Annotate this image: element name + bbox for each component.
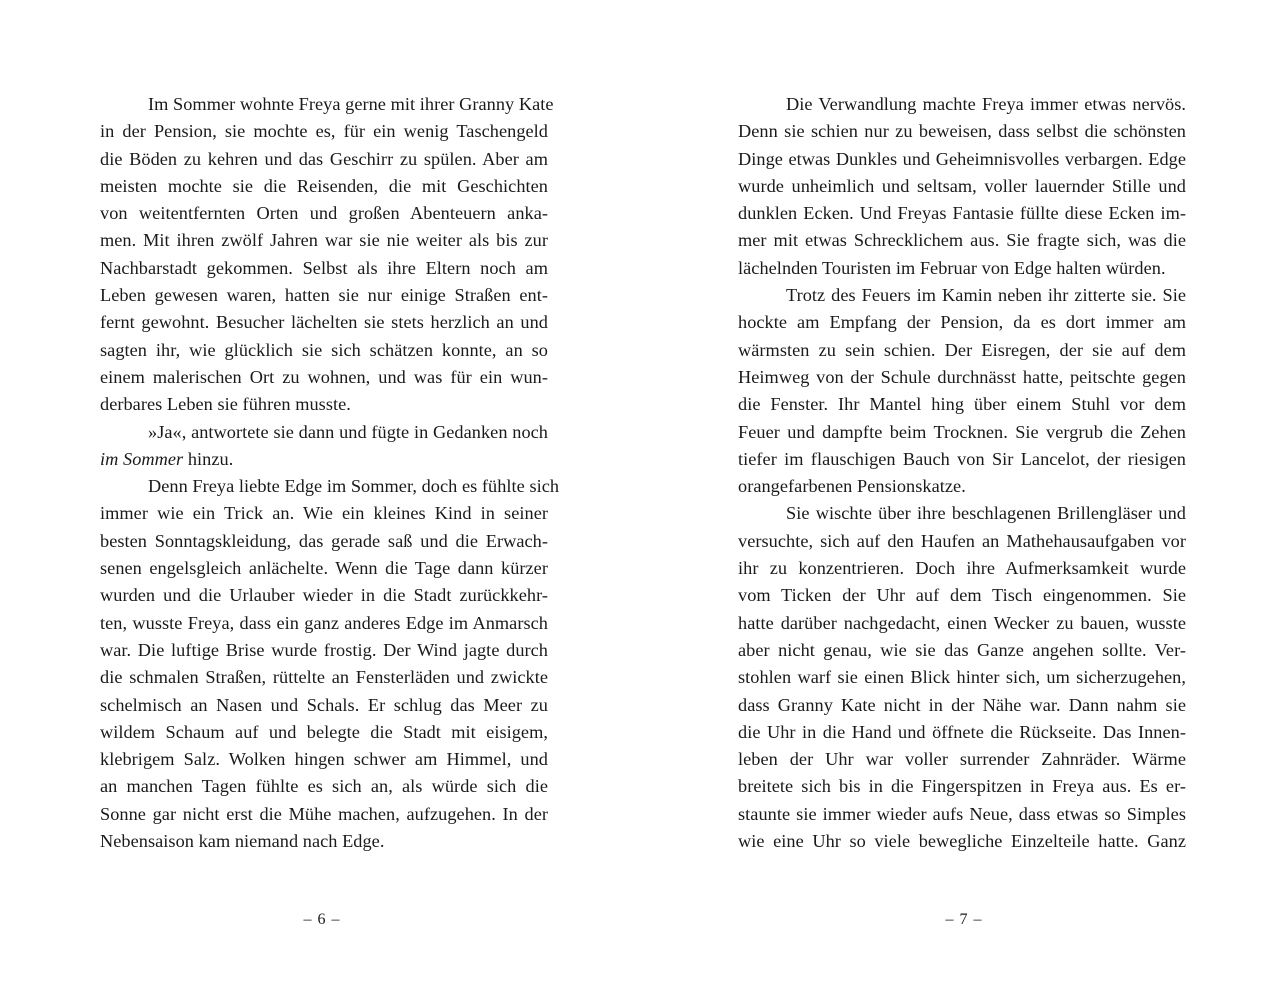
right-page-text — [738, 91, 1186, 855]
text-line: ihr zu konzentrieren. Doch ihre Aufmerksamkeit wurde — [738, 558, 1186, 579]
text-line: immer wie ein Trick an. Wie ein kleines Kind in seiner — [100, 503, 548, 524]
paragraph — [738, 282, 1186, 500]
text-line: die Fenster. Ihr Mantel hing über einem Stuhl vor dem — [738, 394, 1186, 415]
text-line: sagten ihr, wie glücklich sie sich schätzen konnte, an so — [100, 339, 548, 360]
text-line: die Uhr in die Hand und öffnete die Rückseite. Das Innen- — [738, 721, 1186, 742]
text-line: wärmsten zu sein schien. Der Eisregen, der sie auf dem — [738, 339, 1186, 360]
text-line: derbares Leben sie führen musste. — [100, 394, 351, 415]
text-line: wurde unheimlich und seltsam, voller lauernder Stille und — [738, 175, 1186, 196]
paragraph — [100, 419, 548, 474]
text-line: lächelnden Touristen im Februar von Edge halten würden. — [738, 257, 1166, 278]
text-line: senen engelsgleich anlächelte. Wenn die Tage dann kürzer — [100, 558, 548, 579]
text-line: hatte darüber nachgedacht, einen Wecker zu bauen, wusste — [738, 612, 1186, 633]
text-line: mer mit etwas Schrecklichem aus. Sie fragte sich, was die — [738, 230, 1186, 251]
paragraph — [738, 500, 1186, 855]
text-line: Die Verwandlung machte Freya immer etwas nervös. — [786, 94, 1186, 114]
text-line: einem malerischen Ort zu wohnen, und was für ein wun- — [100, 366, 548, 387]
text-line: breitete sich bis in die Fingerspitzen in Freya aus. Es er- — [738, 776, 1186, 797]
text-line: in der Pension, sie mochte es, für ein wenig Taschengeld — [100, 121, 548, 142]
text-line: »Ja«, antwortete sie dann und fügte in Gedanken noch — [148, 421, 548, 442]
text-line: dass Granny Kate nicht in der Nähe war. Dann nahm sie — [738, 694, 1186, 715]
text-line: wurden und die Urlauber wieder in die Stadt zurückkehr- — [100, 585, 548, 606]
left-page — [0, 0, 642, 1000]
text-line: Feuer und dampfte beim Trocknen. Sie vergrub die Zehen — [738, 421, 1186, 442]
text-line: wie eine Uhr so viele bewegliche Einzelteile hatte. Ganz — [738, 831, 1186, 852]
text-line: Heimweg von der Schule durchnässt hatte, peitschte gegen — [738, 366, 1186, 387]
text-fragment: hinzu. — [183, 448, 234, 469]
text-line: an manchen Tagen fühlte es sich an, als würde sich die — [100, 776, 548, 797]
text-line: staunte sie immer wieder aufs Neue, dass etwas so Simples — [738, 803, 1186, 824]
text-line: orangefarbenen Pensionskatze. — [738, 476, 966, 497]
page-number-right: – 7 – — [945, 911, 983, 928]
text-line: stohlen warf sie einen Blick hinter sich, um sicherzugehen, — [738, 667, 1186, 688]
right-page — [643, 0, 1285, 1000]
text-line: versuchte, sich auf den Haufen an Mathehausaufgaben vor — [738, 530, 1186, 551]
text-line: fernt gewohnt. Besucher lächelten sie stets herzlich an und — [100, 312, 548, 333]
text-line: die schmalen Straßen, rüttelte an Fensterläden und zwickte — [100, 667, 548, 688]
text-line: war. Die luftige Brise wurde frostig. Der Wind jagte durch — [100, 639, 548, 660]
left-page-text — [100, 91, 560, 855]
paragraph — [100, 473, 560, 855]
page-number-left: – 6 – — [303, 911, 341, 928]
text-line: ten, wusste Freya, dass ein ganz anderes Edge im Anmarsch — [100, 612, 548, 633]
text-line: schelmisch an Nasen und Schals. Er schlug das Meer zu — [100, 694, 548, 715]
text-line: Trotz des Feuers im Kamin neben ihr zitterte sie. Sie — [786, 285, 1186, 306]
text-line: Nebensaison kam niemand nach Edge. — [100, 831, 385, 852]
text-line — [100, 446, 548, 473]
text-line: aber nicht genau, wie sie das Ganze angehen sollte. Ver- — [738, 639, 1186, 660]
text-line: meisten mochte sie die Reisenden, die mit Geschichten — [100, 175, 548, 196]
text-line: von weitentfernten Orten und großen Abenteuern anka- — [100, 203, 548, 224]
paragraph — [738, 91, 1186, 282]
text-line: vom Ticken der Uhr auf dem Tisch eingenommen. Sie — [738, 585, 1186, 606]
text-line: dunklen Ecken. Und Freyas Fantasie füllte diese Ecken im- — [738, 203, 1186, 224]
text-line: Denn Freya liebte Edge im Sommer, doch es fühlte sich — [148, 476, 560, 497]
text-line: besten Sonntagskleidung, das gerade saß und die Erwach- — [100, 530, 548, 551]
text-line: Sie wischte über ihre beschlagenen Brillengläser und — [786, 503, 1186, 524]
paragraph — [100, 91, 554, 419]
emphasized-text: im Sommer — [100, 448, 184, 469]
text-line: leben der Uhr war voller surrender Zahnräder. Wärme — [738, 749, 1186, 770]
text-line: klebrigem Salz. Wolken hingen schwer am Himmel, und — [100, 749, 548, 770]
text-line: wildem Schaum auf und belegte die Stadt mit eisigem, — [100, 721, 548, 742]
text-line: Denn sie schien nur zu beweisen, dass selbst die schönsten — [738, 121, 1186, 142]
text-line: Nachbarstadt gekommen. Selbst als ihre Eltern noch am — [100, 257, 548, 278]
text-line: tiefer im flauschigen Bauch von Sir Lancelot, der riesigen — [738, 448, 1186, 469]
text-line: men. Mit ihren zwölf Jahren war sie nie weiter als bis zur — [100, 230, 548, 251]
text-line: Im Sommer wohnte Freya gerne mit ihrer Granny Kate — [148, 94, 554, 114]
text-line: Sonne gar nicht erst die Mühe machen, aufzugehen. In der — [100, 803, 548, 824]
text-line: Dinge etwas Dunkles und Geheimnisvolles verbargen. Edge — [738, 148, 1186, 169]
text-line: Leben gewesen waren, hatten sie nur einige Straßen ent- — [100, 285, 548, 306]
text-line: hockte am Empfang der Pension, da es dort immer am — [738, 312, 1186, 333]
text-line: die Böden zu kehren und das Geschirr zu spülen. Aber am — [100, 148, 548, 169]
